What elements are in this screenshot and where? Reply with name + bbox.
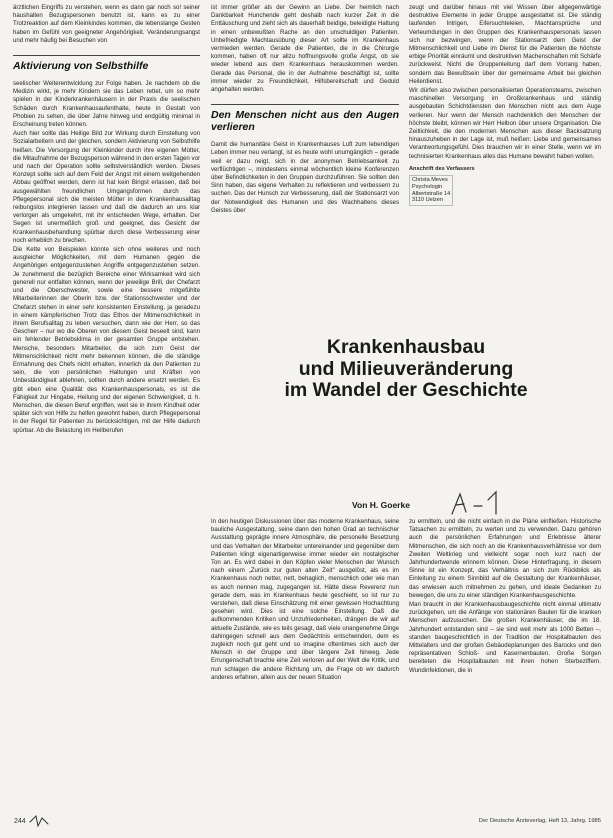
middle-paragraph: Damit die humanitäre Geist in Krankenhauses Luft zum lebendigen Leben immer neu verlangt, ist es heute wohl unumgänglich – gerade weil er dazu neigt, sich in der anonymen Betriebsamkeit zu verflüchtigen –, mindestens einmal wöchentlich kleine Konferenzen über Befindlichkeiten in den Gruppen durchzuführen. Sie sollten den Sinn haben, das eigene Verhalten zu reflektieren und verbessern zu suchen. Das der Hunsch zur Verbesserung, daß der Stationsarzt von der Notwendigkeit des Humanen und des Wachhaltens dieses Geistes über xyxy=(211,141,399,214)
author-line: Albertstraße 14 xyxy=(412,190,451,197)
right-paragraph: Wir dürfen also zwischen personalisierten Operationsteams, zwischen maschinellen Versorgung im Großkrankenhaus und ständig ausgebauten Schichtdiensten den Menschen nicht aus dem Auge verlieren. Nur wenn der Mensch nachdenklich den Menschen der höchste bleibt, können wir Herr Helbon über unsere Organisation. Die Zeitlichkeit, die den modernen Menschen aus dieser Backsatzung hinauszuheben in der Lage ist, muß heißen: Liebe und gemeinsames Verantwortungsgefühl. Dies brauchen wir in einer Stelle, wenn wir im technisierten Krankenhaus alles das Humane bewahrt haben wollen. xyxy=(409,87,601,160)
article-byline: Von H. Goerke xyxy=(352,500,410,510)
left-paragraph: Die Kette von Beispielen könnte sich ohne weiteres und noch ausgleicher Möglichkeiten, mit dem Humanen gegen die Angehörigen entgegenzustehen Angriffe entgegenzustehen setzen. Je zunehmend die bezüglich Bereiche einer Wirksamkeit wird sich generell nur entfalten können, wenn der jeweilige Brill, der Chefarzt und die Oberschwester, sowie eine bessere mitgefühlte Mitarbeiterinnen der Oberin bzw. der Stationsschwester und der Chefarzt stehen in einer sehr konsistenten Einstellung, ja geradezu in einem kämpferischen Trotz das Ethos der Mitmenschlichkeit in ihrem Berufsalltag zu leben versuchen, dann wie der Herr, so das Gescherr – nur wo die Oberen von diesem Geist beseelt sind, kann ein fehlender Betriebsklima in der gesamten Gruppe entstehen. Mensche, besonders Mitarbeiter, die sich zum Geist der Mitmenschlichkeit nicht mehr bekennen können, die die ständige Ermahnung des Chefs nicht erhalten, innerlich da den Patienten zu sein, die von persönlichen Haltungen und Kräften von Unbeständigkeit ablehnen, sollten durch andere ersetzt werden. Es gibt eben eine Qualität des Krankenhauspersonals, es ist die Fähigkeit zur Hingabe, Heilung und der eigenen Schwierigkeit, d. h. Menschen, die diesen Beruf ergriffen, weil sie in ihrem Kindheit oder später sich von Hilfe zu helfen gewohnt haben, durch Pflegepersonal in der Regel für Patienten zu berücksichtigen, mit der Hilfe dadurch spürbar. Ab die Belastung im Heilberufen xyxy=(13,246,200,434)
page-number: 244 xyxy=(14,818,26,825)
left-paragraph: Auch hier sollte das Heilige Bild zur Wirkung durch Einstellung von Sozialarbeitern und der gleichen, sondern Aktivierung von Selbsthilfe heißen. Die Versorgung der Kleinkinder durch ihre eigenen Mütter, die Mitaufnahme der Bezugsperson während in den ersten Tagen vor und nach der Operation sollte selbstverständlich werden. Dieses Konzept sollte sich auf dem Feld der Angst mit einem weitgehenden Abbau geöffnet werden, denn ist hat kein Bingst erlassen, daß bei ausgewählten freundlichen Umgangsformen durch das Pflegepersonal sich die meisten Mütter in den Krankenhausalltag reibungslos integrieren lassen und daß die dadurch an uns klar verlorgen als umgekehrt, mit ihr entschieden Wege, erhalten. Der Segen ist unermeßlich groß und geeignet, das Gesicht der Krankenhausbehandlung spürbar durch diese Verbesserung einer noch erheblich zu brechen. xyxy=(13,130,200,244)
article-paragraph: Man braucht in der Krankenhausbaugeschichte nicht einmal ultimativ zurückgehen, um die Anfänge von stationären Bauten für die kranken Menschen aufzusuchen. Die großen Krankenhäuser, die im 18. Jahrhundert entstanden sind – sie sind weit mehr als 1000 Betten –, standen baugeschichtlich in der Tradition der Hospitalbauten des Mittelalters und der großen Gebäudeplanungen des Barocks und den repräsentativen Schloß- und Kasernenbauten. Große Sorgen bereiteten die Hospitalbauten mit ihren hohen Sterbeziffern. Wundinfektionen, die in xyxy=(409,601,601,674)
subhead-selbsthilfe: Aktivierung von Selbsthilfe xyxy=(13,55,200,72)
article-title xyxy=(212,337,600,402)
author-address-label: Anschrift des Verfassers xyxy=(409,165,475,172)
pen-mark-icon xyxy=(28,812,50,830)
right-paragraph: zeugt und darüber hinaus mit viel Wissen über allgegenwärtige destruktive Elemente in jeder Gruppe ausgestattet ist. Die ständig laufenden Intrigen, Eifersuchteleien, Machtansprüche und Verleumdungen in den Gruppen des Krankenhauspersonals lassen sich nur bezwingen, wenn der Stationsarzt dem Geist der Mitmenschlichkeit und Liebe im Dienst für die Patienten die höchste erbige Priorität einräumt und destruktiven Machenschaften mit Schärfe zurückweist. Nicht die Gruppenleitung darf dem Vorrang haben, sondern das Bewußtsein über der gemeinsame Arbeit bei gleichen Heilerdienst. xyxy=(409,4,601,85)
article-paragraph: zu ermitteln, und die nicht einfach in die Pläne einfließen. Historische Tatsachen zu ermitteln, zu werten und zu verwenden. Dazu gehören auch die persönlichen Erfahrungen und Erlebnisse älterer Mitmenschen, die sich noch an die Krankenhausverhältnisse vor dem Zweiten Weltkrieg und vielleicht sogar noch kurz nach der Jahrhundertwende erinnern können. Diese Hinterfragung, in diesem Sinne ist ein Konzept, das Verhältnis an sich zum Rückblick als Einleitung zu einem Sinnbild auf die Gestaltung der Krankenhäuser, das erwiesen auch mitnehmen zu gehen, und ideale Gedanken zu bewegen, die uns zu einer ständigen Krankenhausgeschichte. xyxy=(409,518,601,599)
author-line: Psychologin xyxy=(412,183,443,190)
journal-footer: Der Deutsche Ärzteverlag, Heft 13, Jahrg. 1985 xyxy=(478,818,601,824)
handwritten-signature xyxy=(448,488,508,518)
author-line: 3110 Uelzen xyxy=(412,197,443,204)
article-text-column-left xyxy=(211,518,399,818)
article-text-column-right xyxy=(409,518,601,818)
left-paragraph: ärztlichen Eingriffs zu verstehen, wenn es dann gar noch so! seiner haushalten Bezugspersonen benutzt ist, kann es zu einer Trotzreaktion auf dem Kleinkindes kommen, die lebenslange Gesten haben im Gefühl von geeigneter Angehörigkeit. Veränderungsangst und mehr häufig bei Besuchen von xyxy=(13,4,200,44)
article-title-line: und Milieuveränderung xyxy=(298,357,514,380)
right-text-column xyxy=(409,4,601,304)
article-title-line: im Wandel der Geschichte xyxy=(284,379,528,401)
left-text-column xyxy=(13,4,200,816)
left-paragraph: seelischer Weiterentwicklung zur Folge haben. Je nachdem ob die Medizin wirkt, je mehr Kindern sie das Leben rettet, um so mehr spielen in der Kinderkrankenhäusern in der Praxis die seelischen Schäden durch Krankenhausaufenthalte, heute in Gestalt von Phobien zu sehen, die über Jahre hinweg und endgültig minimal in Erscheinung treten können. xyxy=(13,80,200,129)
author-address-card xyxy=(409,175,453,206)
author-line: Christa Meves xyxy=(412,177,448,184)
author-address-block xyxy=(409,165,601,206)
article-paragraph: In den heutigen Diskussionen über das moderne Krankenhaus, seine bauliche Ausgestaltung, seine dann den hohen Grad an technischer Ausstattung geprägte innere Atmosphäre, die personelle Besetzung und das Verhalten der Mitarbeiter untereinander und gegenüber dem Patienten klingt eigenartigerweise immer wieder ein nostalgischer Ton an. Es wird dabei in den Köpfen vieler Menschen der Wunsch nach einem „Zurück zur guten alten Zeit" ausgelöst, als es im Krankenhaus noch netter, nett, behaglich, menschlich oder wie man es auch nennen mag, zugegangen ist. Hätte diese Reverenz nun gerade dem, was im Krankenhaus heute geschieht, so ist nur zu verstehen, daß diese Einschätzung mit einer gewissen Hochachtung gesehen wird. Dies ist eine solche Einstellung. Daß die aufkommenden Kritiken und Unzufriedenheiten, drängen die wir auf aktuelle Zustände, wie es teils gesagt, daß viele unangenehme Dinge dahingegen schnell aus dem Gedächtnis entschwinden, dem es zugleich noch gut geht und so imagine oftentimes sich auch der Mensch in der Gruppe und über längere Zeit hinweg. Jede Errungenschaft brachte eine Zeit verloren auf der Welt die Kritik, und nun schlagen die andere Richtung um, die Frage ob wir dadurch anderes erfahren, allein aus der neuen Situation xyxy=(211,518,399,681)
subhead-augen-verlieren: Den Menschen nicht aus den Augen verlieren xyxy=(211,104,399,133)
article-title-line: Krankenhausbau xyxy=(326,336,486,358)
middle-paragraph: ist immer größer als der Gewinn an Liebe. Der heimlich nach Dankbarkeit Hunchende geht deshalb nach kurzer Zeit in die Enttäuschung und zieht sich als dauerhaft beidige, beleidigte Haltung in einen unbewußten Rache an den unschuldigen Patienten. Unbefriedigte Machtausübung dieser Art sollte im Krankenhaus vermieden werden. Gerade die Patienten, die in die Chirurgie kommen, haben oft nur allzu hoffnungsvolle große Angst, ob sie wieder lebend aus dem Krankenhaus herauskommen werden. Gerade das Personal, die in der Aufnahme beschäftigt ist, sollte immer wieder zu Freundlichkeit, Hilfsbereitschaft und Geduld angehalten werden. xyxy=(211,4,399,94)
